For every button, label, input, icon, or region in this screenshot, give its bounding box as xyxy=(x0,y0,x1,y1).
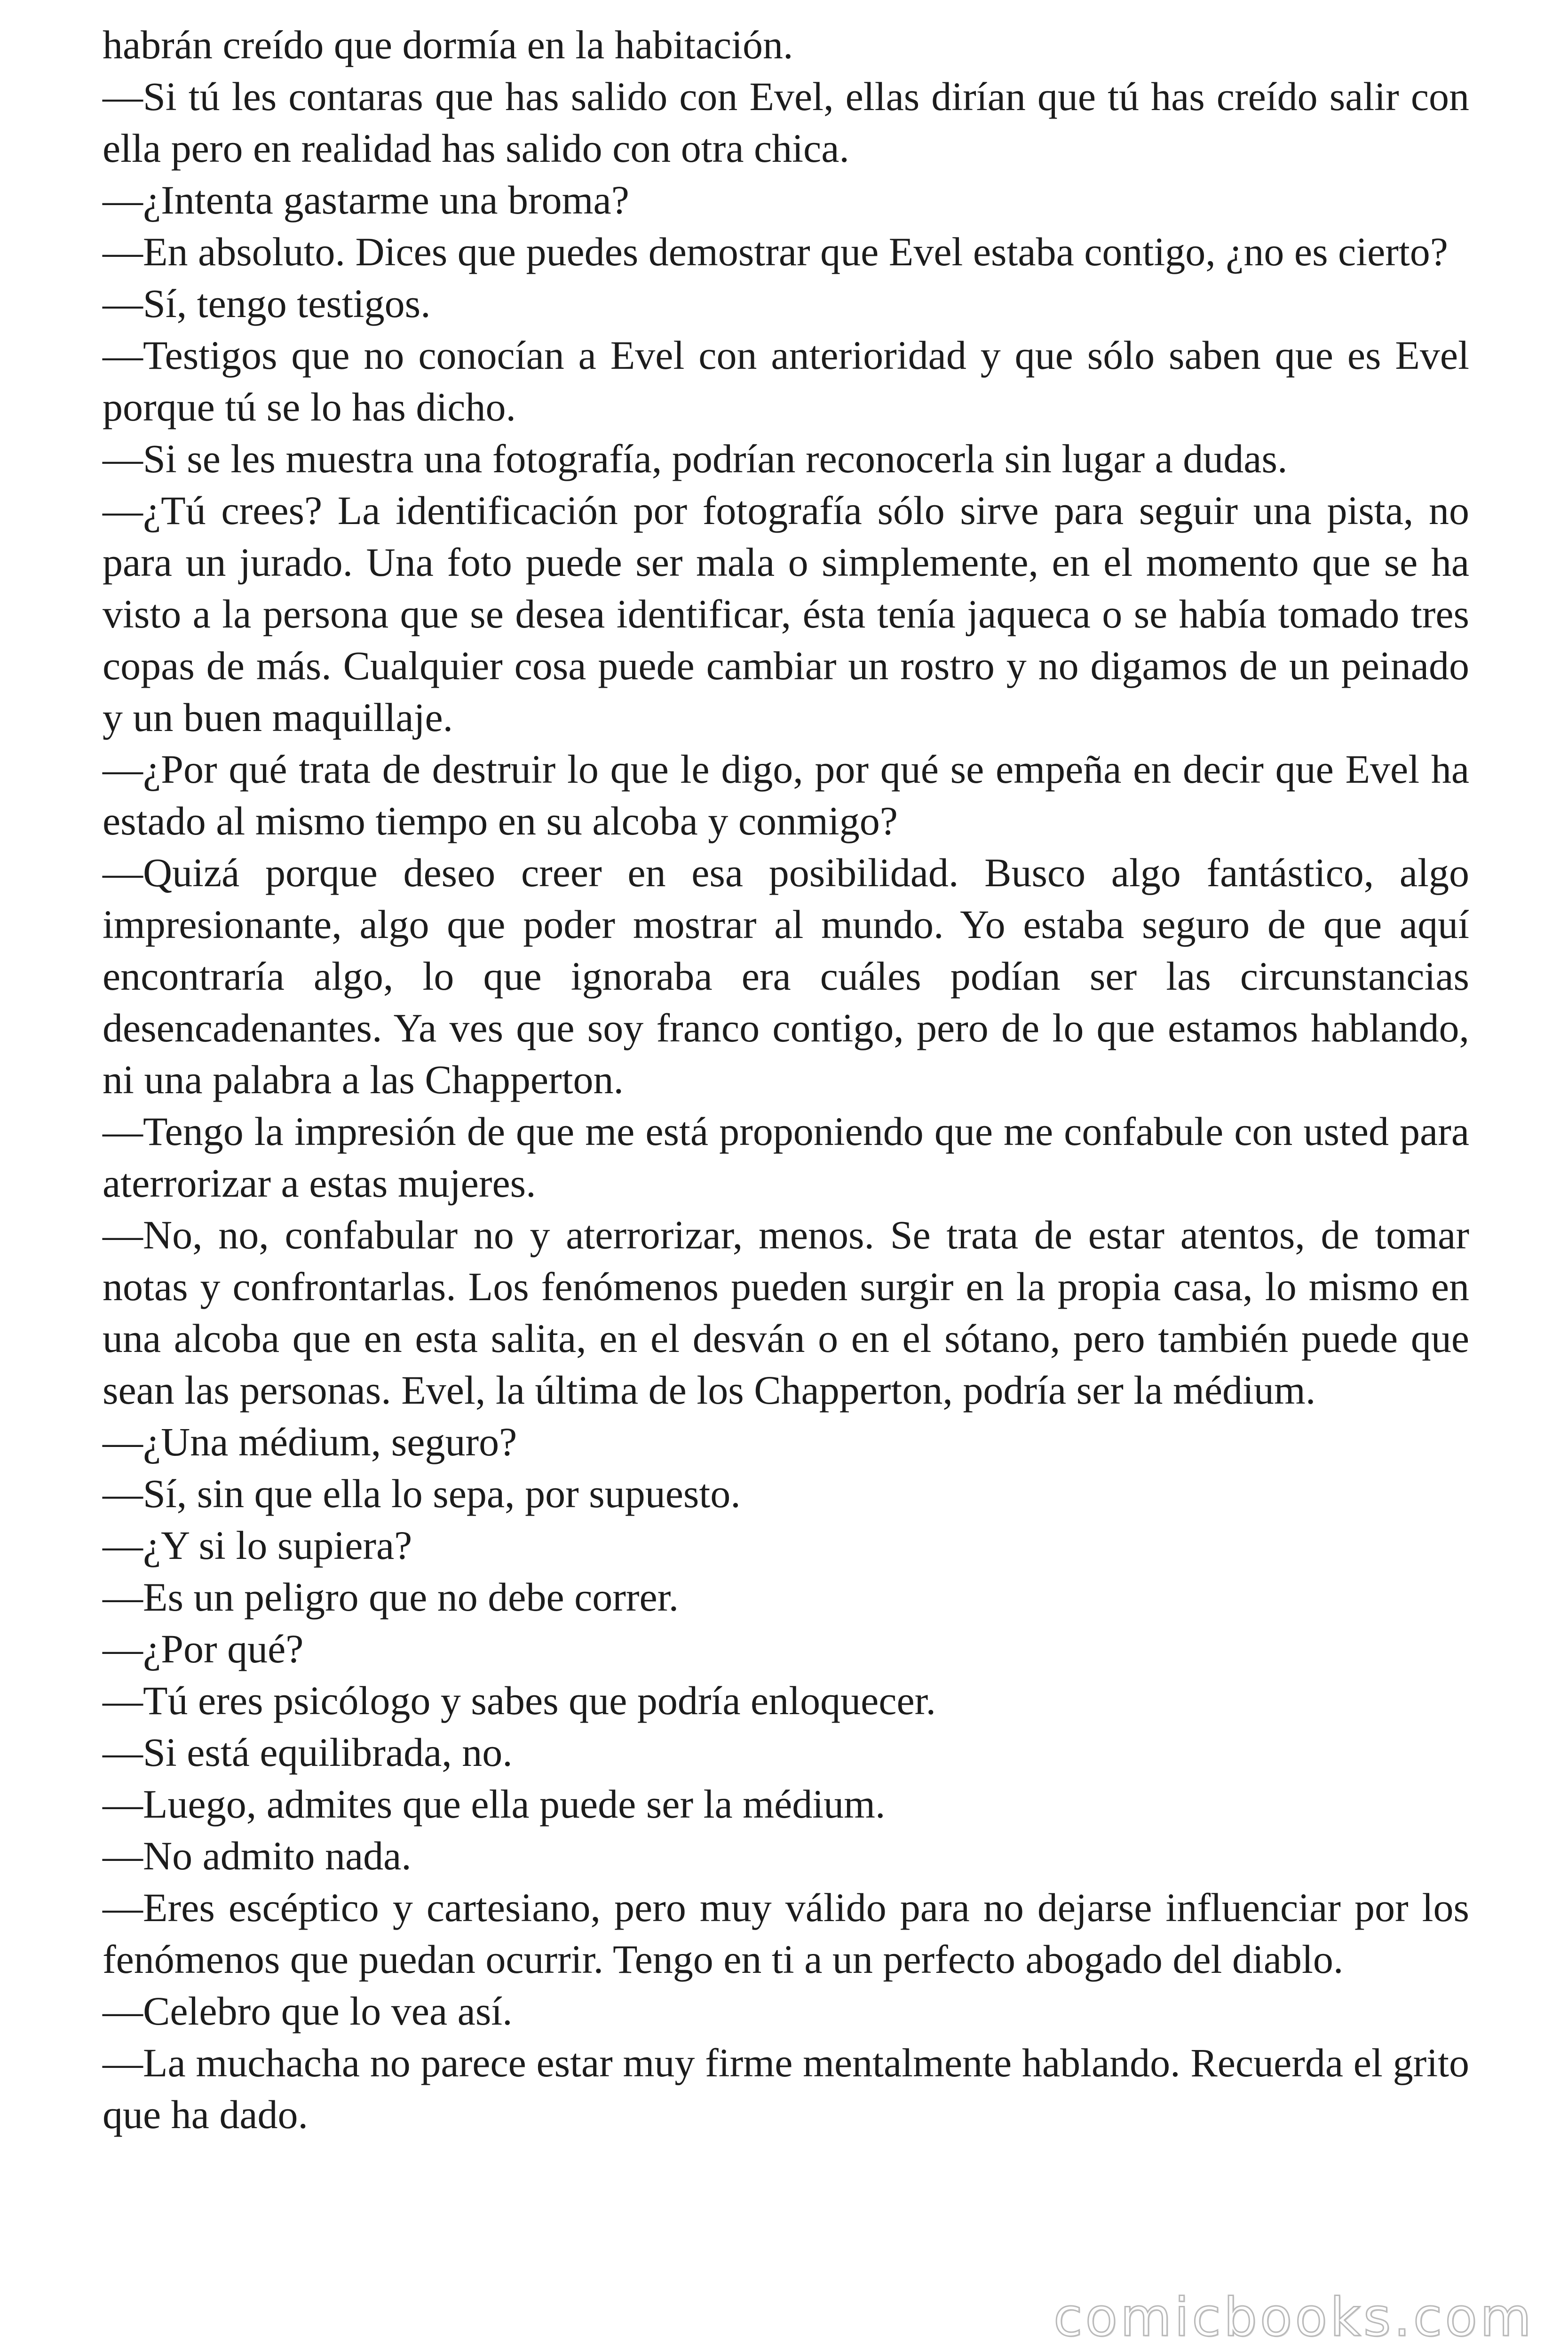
paragraph: —Sí, sin que ella lo sepa, por supuesto. xyxy=(103,1471,741,1516)
paragraph: —La muchacha no parece estar muy firme mentalmente hablando. Recuerda el grito que ha dado. xyxy=(103,2040,1469,2137)
paragraph: —Quizá porque deseo creer en esa posibilidad. Busco algo fantástico, algo impresionante, algo que poder mostrar al mundo. Yo estaba seguro de que aquí encontraría algo, lo que ignoraba era cuáles podían ser las circunstancias desencadenantes. Ya ves que soy franco contigo, pero de lo que estamos hablando, ni una palabra a las Chapperton. xyxy=(103,850,1469,1102)
paragraph: —¿Una médium, seguro? xyxy=(103,1419,517,1464)
paragraph: —¿Tú crees? La identificación por fotografía sólo sirve para seguir una pista, no para un jurado. Una foto puede ser mala o simplemente, en el momento que se ha visto a la persona que se desea identificar, ésta tenía jaqueca o se había tomado tres copas de más. Cualquier cosa puede cambiar un rostro y no digamos de un peinado y un buen maquillaje. xyxy=(103,488,1469,740)
paragraph: —¿Por qué trata de destruir lo que le digo, por qué se empeña en decir que Evel ha estado al mismo tiempo en su alcoba y conmigo? xyxy=(103,747,1469,843)
document-body xyxy=(103,19,1469,2140)
paragraph: —Testigos que no conocían a Evel con anterioridad y que sólo saben que es Evel porque tú se lo has dicho. xyxy=(103,333,1469,429)
paragraph: —Luego, admites que ella puede ser la médium. xyxy=(103,1781,886,1827)
paragraph: —Sí, tengo testigos. xyxy=(103,281,431,326)
paragraph: —En absoluto. Dices que puedes demostrar que Evel estaba contigo, ¿no es cierto? xyxy=(103,229,1448,274)
paragraph: —¿Intenta gastarme una broma? xyxy=(103,177,629,222)
paragraph: —Si está equilibrada, no. xyxy=(103,1730,513,1775)
paragraph: —Celebro que lo vea así. xyxy=(103,1988,513,2034)
paragraph: —No, no, confabular no y aterrorizar, menos. Se trata de estar atentos, de tomar notas y confrontarlas. Los fenómenos pueden surgir en la propia casa, lo mismo en una alcoba que en esta salita, en el desván o en el sótano, pero también puede que sean las personas. Evel, la última de los Chapperton, podría ser la médium. xyxy=(103,1212,1469,1413)
paragraph: —Es un peligro que no debe correr. xyxy=(103,1574,679,1620)
paragraph: —Si tú les contaras que has salido con Evel, ellas dirían que tú has creído salir con ella pero en realidad has salido con otra chica. xyxy=(103,74,1469,171)
paragraph: —¿Por qué? xyxy=(103,1626,304,1671)
paragraph: —¿Y si lo supiera? xyxy=(103,1523,412,1568)
paragraph: —Tú eres psicólogo y sabes que podría enloquecer. xyxy=(103,1678,936,1723)
paragraph: —Si se les muestra una fotografía, podrían reconocerla sin lugar a dudas. xyxy=(103,436,1288,481)
paragraph: —No admito nada. xyxy=(103,1833,412,1878)
watermark: comicbooks.com xyxy=(1053,2287,1534,2348)
paragraph: —Tengo la impresión de que me está proponiendo que me confabule con usted para aterrorizar a estas mujeres. xyxy=(103,1109,1469,1206)
paragraph: —Eres escéptico y cartesiano, pero muy válido para no dejarse influenciar por los fenómenos que puedan ocurrir. Tengo en ti a un perfecto abogado del diablo. xyxy=(103,1885,1469,1982)
paragraph: habrán creído que dormía en la habitación. xyxy=(103,22,793,67)
